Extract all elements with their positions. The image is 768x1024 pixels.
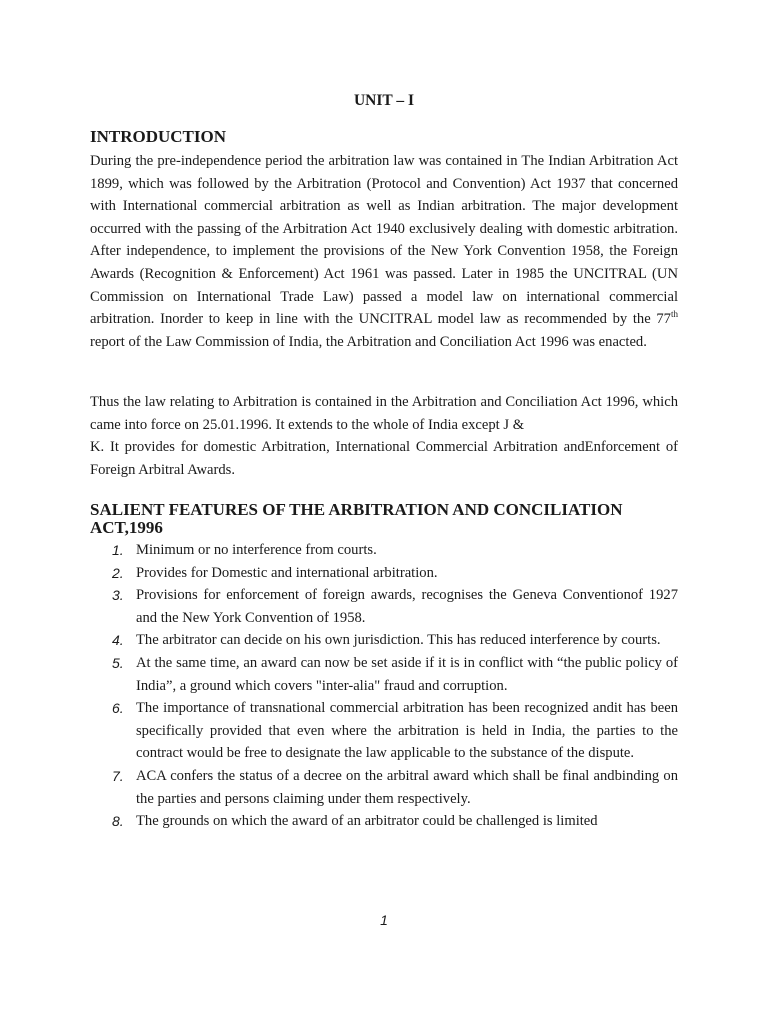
list-item-number: 1. — [112, 542, 124, 558]
ordinal-superscript: th — [670, 309, 678, 320]
introduction-text-part1: During the pre-independence period the arbitration law was contained in The Indian Arbitration Act 1899, which was followed by the Arbitration (Protocol and Convention) Act 1937 that concerned with International commercial arbitration as well as Indian arbitration. The major development occurred with the passing of the Arbitration Act 1940 exclusively dealing with domestic arbitration. After independence, to implement the provisions of the New York Convention 1958, the Foreign Awards (Recognition & Enforcement) Act 1961 was passed. Later in 1985 the UNCITRAL (UN Commission on International Trade Law) passed a model law on international commercial arbitration. Inorder to keep in line with the UNCITRAL model law as recommended by the 77 — [90, 153, 678, 328]
list-item-number: 7. — [112, 767, 124, 784]
introduction-paragraph — [90, 150, 678, 353]
list-item — [90, 629, 678, 652]
law-scope-paragraph — [90, 391, 678, 481]
law-scope-line2: K. It provides for domestic Arbitration, International Commercial Arbitration andEnforcement of Foreign Arbitral Awards. — [90, 439, 678, 478]
list-item-text: The arbitrator can decide on his own jurisdiction. This has reduced interference by courts. — [136, 632, 661, 649]
list-item — [90, 584, 678, 629]
law-scope-line1: Thus the law relating to Arbitration is contained in the Arbitration and Conciliation Act 1996, which came into force on 25.01.1996. It extends to the whole of India except J & — [90, 394, 678, 433]
list-item-text: At the same time, an award can now be set aside if it is in conflict with “the public policy of India”, a ground which covers "inter-alia" fraud and corruption. — [136, 654, 678, 694]
list-item-text: The importance of transnational commercial arbitration has been recognized andit has been specifically provided that even where the arbitration is held in India, the parties to the contract would be free to designate the law applicable to the substance of the dispute. — [136, 700, 678, 762]
unit-title: UNIT – I — [353, 92, 414, 109]
list-item — [90, 562, 678, 585]
list-item — [90, 697, 678, 765]
introduction-text-part2: report of the Law Commission of India, the Arbitration and Conciliation Act 1996 was enacted. — [90, 333, 647, 350]
page-number: 1 — [380, 912, 388, 928]
list-item-text: ACA confers the status of a decree on the arbitral award which shall be final andbinding on the parties and persons claiming under them respectively. — [136, 767, 678, 807]
list-item — [90, 810, 678, 833]
list-item-number: 2. — [112, 564, 124, 581]
list-item — [90, 765, 678, 810]
salient-features-list — [90, 539, 678, 833]
list-item-number: 4. — [112, 632, 124, 649]
list-item — [90, 652, 678, 697]
list-item-number: 8. — [112, 813, 124, 830]
list-item-number: 6. — [112, 700, 124, 717]
introduction-heading: INTRODUCTION — [90, 127, 227, 146]
list-item-number: 5. — [112, 654, 124, 671]
list-item-text: Provisions for enforcement of foreign awards, recognises the Geneva Conventionof 1927 and the New York Convention of 1958. — [136, 587, 678, 626]
salient-features-heading: SALIENT FEATURES OF THE ARBITRATION AND CONCILIATION ACT,1996 — [90, 500, 623, 537]
list-item-text: The grounds on which the award of an arbitrator could be challenged is limited — [136, 813, 598, 830]
list-item-number: 3. — [112, 587, 124, 604]
list-item — [90, 539, 678, 562]
list-item-text: Minimum or no interference from courts. — [136, 542, 377, 558]
list-item-text: Provides for Domestic and international arbitration. — [136, 564, 438, 581]
